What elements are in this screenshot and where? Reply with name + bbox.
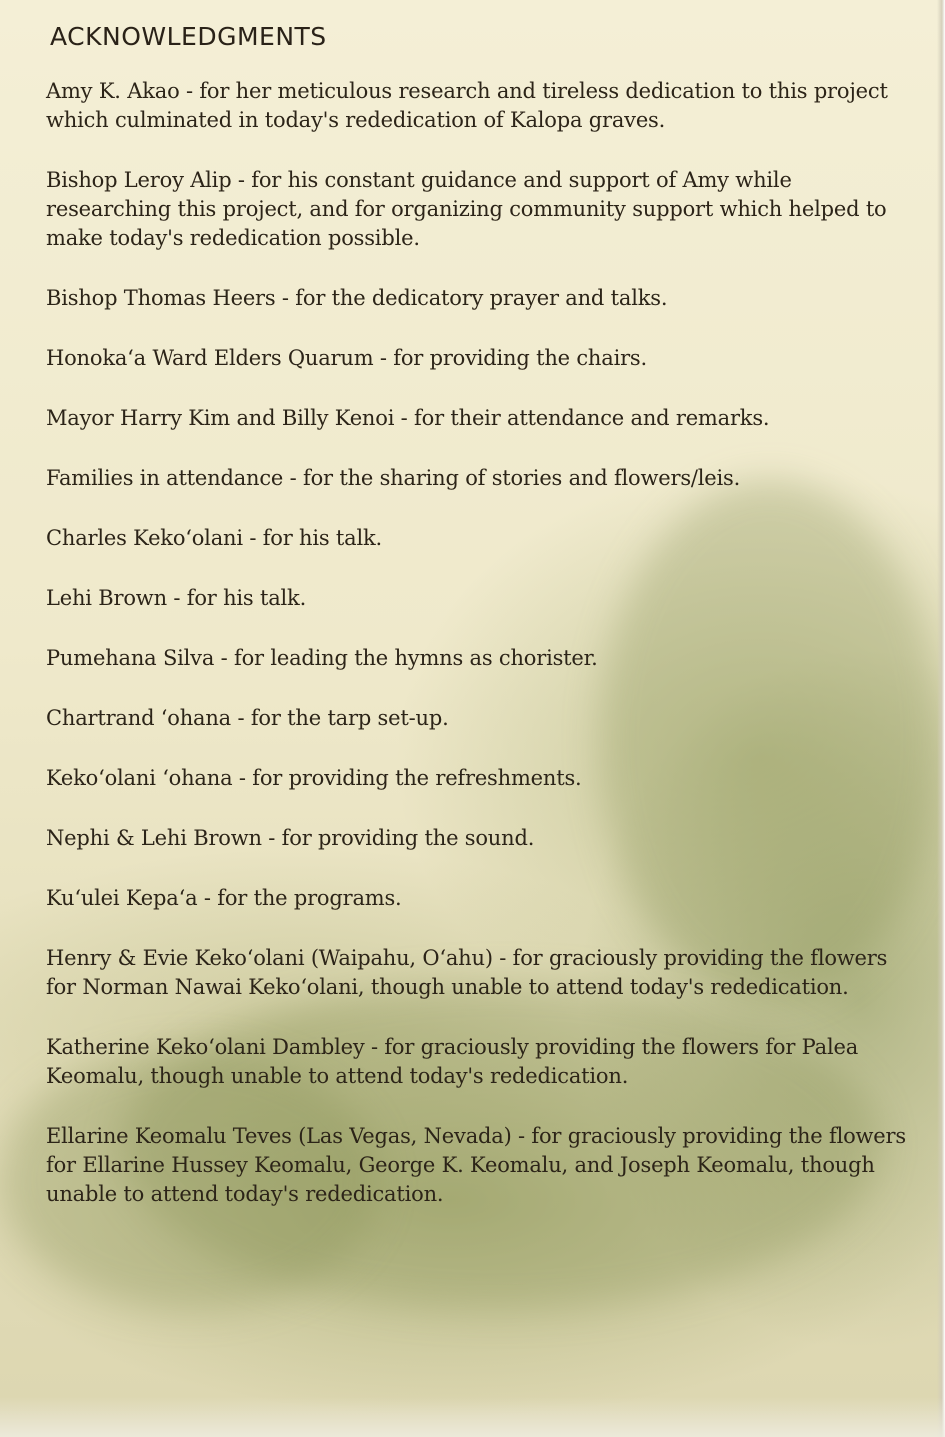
acknowledgment-entry: Lehi Brown - for his talk. [46, 586, 307, 610]
acknowledgment-entry: Katherine Keko‘olani Dambley - for graciously providing the flowers for Palea Keomalu, though unable to attend today's rededication. [46, 1035, 859, 1088]
page-title: ACKNOWLEDGMENTS [50, 22, 327, 51]
acknowledgment-entry: Honoka‘a Ward Elders Quarum - for providing the chairs. [46, 346, 647, 370]
acknowledgment-entry: Pumehana Silva - for leading the hymns as chorister. [46, 646, 598, 670]
acknowledgment-entry: Ellarine Keomalu Teves (Las Vegas, Nevada) - for graciously providing the flowers for Ellarine Hussey Keomalu, George K. Keomalu, and Joseph Keomalu, though unable to attend today's rededication. [46, 1124, 906, 1206]
acknowledgment-entry: Keko‘olani ‘ohana - for providing the refreshments. [46, 766, 582, 790]
acknowledgment-entry: Charles Keko‘olani - for his talk. [46, 526, 383, 550]
page-bottom-margin [0, 1397, 945, 1437]
acknowledgment-entry: Henry & Evie Keko‘olani (Waipahu, O‘ahu) - for graciously providing the flowers for Norman Nawai Keko‘olani, though unable to attend today's rededication. [46, 946, 888, 999]
acknowledgment-entry: Chartrand ‘ohana - for the tarp set-up. [46, 706, 449, 730]
acknowledgment-entry: Nephi & Lehi Brown - for providing the sound. [46, 826, 535, 850]
acknowledgment-entry: Amy K. Akao - for her meticulous research and tireless dedication to this project which culminated in today's rededication of Kalopa graves. [46, 79, 888, 132]
page-edge [937, 0, 945, 1437]
acknowledgment-entry: Ku‘ulei Kepa‘a - for the programs. [46, 886, 402, 910]
acknowledgment-list [46, 77, 906, 1209]
acknowledgments-section [46, 22, 906, 1240]
acknowledgment-entry: Families in attendance - for the sharing of stories and flowers/leis. [46, 466, 741, 490]
acknowledgment-entry: Bishop Leroy Alip - for his constant guidance and support of Amy while researching this project, and for organizing community support which helped to make today's rededication possible. [46, 168, 887, 250]
acknowledgment-entry: Mayor Harry Kim and Billy Kenoi - for their attendance and remarks. [46, 406, 770, 430]
acknowledgment-entry: Bishop Thomas Heers - for the dedicatory prayer and talks. [46, 286, 668, 310]
